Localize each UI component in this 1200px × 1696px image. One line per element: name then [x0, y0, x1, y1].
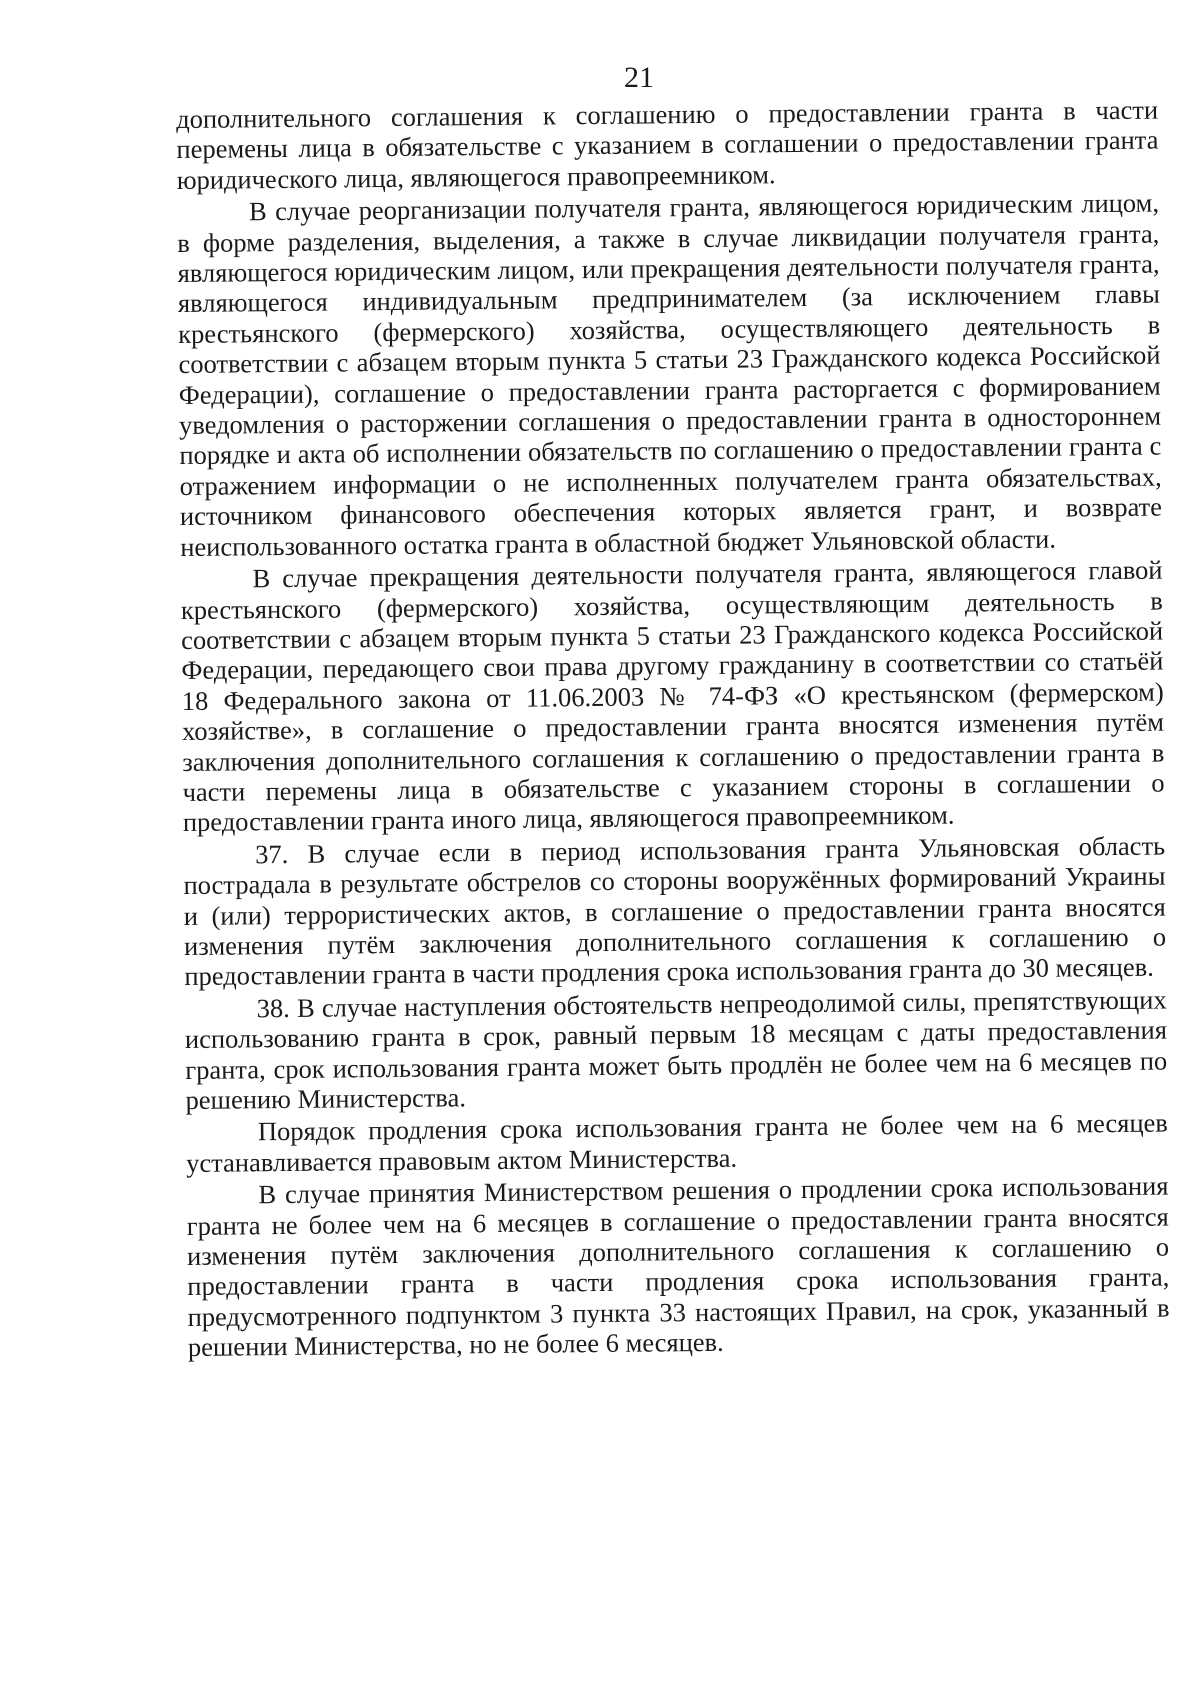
paragraph-7: В случае принятия Министерством решения о продлении срока использования гранта не более чем на 6 месяцев в соглашение о предоставлении гранта вносятся изменения путём заключения дополнительного соглашения к соглашению о предоставлении гранта в части продления срока использования гранта, предусмотренного подпунктом 3 пункта 33 настоящих Правил, на срок, указанный в решении Министерства, но не более 6 месяцев.: [186, 1170, 1170, 1363]
paragraph-5-item-38: 38. В случае наступления обстоятельств непреодолимой силы, препятствующих использованию гранта в срок, равный первым 18 месяцам с даты предоставления гранта, срок использования гранта может быть продлён не более чем на 6 месяцев по решению Министерства.: [184, 984, 1168, 1115]
paragraph-6: Порядок продления срока использования гранта не более чем на 6 месяцев устанавливается правовым актом Министерства.: [186, 1107, 1168, 1178]
document-body: [176, 95, 1170, 1365]
paragraph-2: В случае реорганизации получателя гранта, являющегося юридическим лицом, в форме разделения, выделения, а также в случае ликвидации получателя гранта, являющегося юридическим лицом, или прекращения деятельности получателя гранта, являющегося индивидуальным предпринимателем (за исключением главы крестьянского (фермерского) хозяйства, осуществляющего деятельность в соответствии с абзацем вторым пункта 5 статьи 23 Гражданского кодекса Российской Федерации), соглашение о предоставлении гранта расторгается с формированием уведомления о расторжении соглашения о предоставлении гранта в одностороннем порядке и акта об исполнении обязательств по соглашению о предоставлении гранта с отражением информации о не исполненных получателем гранта обязательствах, источником финансового обеспечения которых является грант, и возврате неиспользованного остатка гранта в областной бюджет Ульяновской области.: [177, 187, 1163, 562]
page-number: 21: [624, 61, 654, 94]
paragraph-3: В случае прекращения деятельности получателя гранта, являющегося главой крестьянского (фермерского) хозяйства, осуществляющим деятельность в соответствии с абзацем вторым пункта 5 статьи 23 Гражданского кодекса Российской Федерации, передающего свои права другому гражданину в соответствии со статьёй 18 Федерального закона от 11.06.2003 № 74-ФЗ «О крестьянском (фермерском) хозяйстве», в соглашение о предоставлении гранта вносятся изменения путём заключения дополнительного соглашения к соглашению о предоставлении гранта в части перемены лица в обязательстве с указанием стороны в соглашении о предоставлении гранта иного лица, являющегося правопреемником.: [180, 554, 1165, 838]
paragraph-4-item-37: 37. В случае если в период использования гранта Ульяновская область пострадала в результате обстрелов со стороны вооружённых формирований Украины и (или) террористических актов, в соглашение о предоставлении гранта вносятся изменения путём заключения дополнительного соглашения к соглашению о предоставлении гранта в части продления срока использования гранта до 30 месяцев.: [183, 830, 1167, 992]
paragraph-1: дополнительного соглашения к соглашению о предоставлении гранта в части перемены лица в обязательстве с указанием в соглашении о предоставлении гранта юридического лица, являющегося правопреемником.: [176, 94, 1159, 195]
